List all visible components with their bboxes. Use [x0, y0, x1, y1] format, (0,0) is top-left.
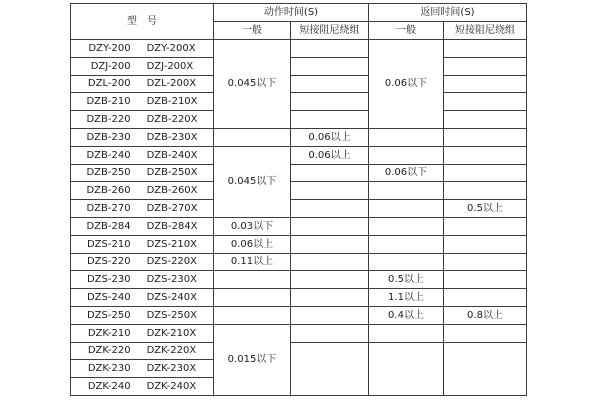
empty-cell	[291, 289, 369, 307]
empty-cell	[214, 128, 291, 146]
empty-cell	[444, 182, 527, 200]
empty-cell	[444, 217, 527, 235]
empty-cell	[214, 289, 291, 307]
empty-cell	[369, 146, 444, 164]
empty-cell	[369, 342, 444, 395]
empty-cell	[444, 253, 527, 271]
empty-cell	[444, 75, 527, 93]
value-cell: 0.03以下	[214, 217, 291, 235]
header-action-general: 一般	[214, 22, 291, 40]
table-row	[71, 111, 527, 129]
empty-cell	[291, 57, 369, 75]
model-name: DZK-240	[87, 381, 131, 393]
model-name-x: DZY-200X	[146, 42, 196, 54]
model-cell	[71, 342, 214, 360]
model-name-x: DZS-230X	[146, 274, 198, 286]
value-cell: 0.06以上	[291, 128, 369, 146]
table-row	[71, 128, 527, 146]
value-cell: 0.5以上	[369, 271, 444, 289]
model-cell	[71, 93, 214, 111]
model-name: DZS-220	[86, 256, 131, 268]
value-cell: 1.1以上	[369, 289, 444, 307]
empty-cell	[214, 271, 291, 289]
table-row	[71, 200, 527, 218]
empty-cell	[369, 128, 444, 146]
model-cell	[71, 200, 214, 218]
model-cell	[71, 253, 214, 271]
header-return-damped: 短接阻尼绕组	[444, 22, 527, 40]
model-name: DZB-284	[86, 220, 131, 232]
empty-cell	[214, 306, 291, 324]
header-model: 型 号	[71, 4, 214, 40]
empty-cell	[291, 182, 369, 200]
model-name: DZK-210	[87, 327, 131, 339]
empty-cell	[444, 342, 527, 395]
model-name: DZS-250	[86, 309, 131, 321]
model-cell	[71, 111, 214, 129]
model-name: DZK-220	[87, 345, 131, 357]
model-name-x: DZS-250X	[146, 309, 198, 321]
model-cell	[71, 217, 214, 235]
model-name-x: DZB-260X	[146, 185, 198, 197]
empty-cell	[291, 40, 369, 58]
header-action-time: 动作时间(S)	[214, 4, 369, 22]
value-cell: 0.045以下	[214, 146, 291, 217]
empty-cell	[291, 253, 369, 271]
empty-cell	[444, 128, 527, 146]
model-cell	[71, 360, 214, 378]
model-name-x: DZS-220X	[146, 256, 198, 268]
empty-cell	[444, 271, 527, 289]
empty-cell	[444, 146, 527, 164]
empty-cell	[444, 40, 527, 58]
header-return-general: 一般	[369, 22, 444, 40]
value-cell: 0.015以下	[214, 324, 291, 395]
model-cell	[71, 146, 214, 164]
model-name: DZB-230	[86, 131, 131, 143]
empty-cell	[444, 164, 527, 182]
table-row	[71, 57, 527, 75]
model-cell	[71, 289, 214, 307]
value-cell: 0.5以上	[444, 200, 527, 218]
model-name: DZS-230	[86, 274, 131, 286]
model-name-x: DZB-210X	[146, 96, 198, 108]
model-name-x: DZB-230X	[146, 131, 198, 143]
table-row	[71, 40, 527, 58]
table-row	[71, 324, 527, 342]
model-name: DZB-220	[86, 114, 131, 126]
empty-cell	[291, 93, 369, 111]
empty-cell	[291, 306, 369, 324]
model-name: DZB-210	[86, 96, 131, 108]
model-name: DZB-250	[86, 167, 131, 179]
model-name: DZL-200	[87, 78, 131, 90]
model-name: DZJ-200	[90, 60, 131, 72]
empty-cell	[369, 200, 444, 218]
model-cell	[71, 75, 214, 93]
empty-cell	[291, 217, 369, 235]
model-name-x: DZB-250X	[146, 167, 198, 179]
model-name: DZK-230	[87, 363, 131, 375]
empty-cell	[369, 182, 444, 200]
table-row	[71, 75, 527, 93]
value-cell: 0.045以下	[214, 40, 291, 129]
model-cell	[71, 40, 214, 58]
model-name-x: DZB-284X	[146, 220, 198, 232]
spec-table-container	[70, 3, 527, 396]
value-cell: 0.06以下	[369, 164, 444, 182]
empty-cell	[291, 75, 369, 93]
table-row	[71, 289, 527, 307]
value-cell: 0.8以上	[444, 306, 527, 324]
model-name-x: DZK-240X	[146, 381, 197, 393]
table-row	[71, 342, 527, 360]
model-cell	[71, 128, 214, 146]
empty-cell	[444, 324, 527, 342]
model-name: DZB-270	[86, 203, 131, 215]
empty-cell	[291, 271, 369, 289]
model-name: DZB-260	[86, 185, 131, 197]
table-row	[71, 235, 527, 253]
model-name: DZS-240	[86, 292, 131, 304]
model-cell	[71, 378, 214, 396]
model-cell	[71, 182, 214, 200]
value-cell: 0.06以上	[214, 235, 291, 253]
relay-spec-table	[70, 3, 527, 396]
value-cell: 0.06以上	[291, 146, 369, 164]
table-row	[71, 271, 527, 289]
value-cell: 0.11以上	[214, 253, 291, 271]
value-cell: 0.4以上	[369, 306, 444, 324]
empty-cell	[291, 342, 369, 395]
model-cell	[71, 324, 214, 342]
table-row	[71, 93, 527, 111]
model-cell	[71, 57, 214, 75]
header-row-groups	[71, 4, 527, 22]
empty-cell	[444, 289, 527, 307]
empty-cell	[369, 217, 444, 235]
empty-cell	[444, 111, 527, 129]
empty-cell	[369, 235, 444, 253]
model-name-x: DZJ-200X	[146, 60, 194, 72]
model-name-x: DZK-220X	[146, 345, 197, 357]
model-name-x: DZL-200X	[146, 78, 197, 90]
model-name-x: DZK-210X	[146, 327, 197, 339]
model-name-x: DZB-270X	[146, 203, 198, 215]
table-row	[71, 217, 527, 235]
model-name: DZB-240	[86, 149, 131, 161]
empty-cell	[291, 200, 369, 218]
model-name-x: DZB-240X	[146, 149, 198, 161]
table-row	[71, 164, 527, 182]
model-cell	[71, 271, 214, 289]
model-name: DZY-200	[88, 42, 131, 54]
table-row	[71, 182, 527, 200]
empty-cell	[291, 324, 369, 342]
header-action-damped: 短接阻尼绕组	[291, 22, 369, 40]
empty-cell	[444, 235, 527, 253]
model-name: DZS-210	[86, 238, 131, 250]
model-cell	[71, 306, 214, 324]
model-cell	[71, 235, 214, 253]
model-name-x: DZK-230X	[146, 363, 197, 375]
empty-cell	[369, 324, 444, 342]
empty-cell	[291, 235, 369, 253]
model-name-x: DZS-210X	[146, 238, 198, 250]
table-row	[71, 253, 527, 271]
model-name-x: DZB-220X	[146, 114, 198, 126]
empty-cell	[291, 164, 369, 182]
table-row	[71, 306, 527, 324]
empty-cell	[444, 57, 527, 75]
model-name-x: DZS-240X	[146, 292, 198, 304]
empty-cell	[444, 93, 527, 111]
model-cell	[71, 164, 214, 182]
value-cell: 0.06以下	[369, 40, 444, 129]
table-row	[71, 146, 527, 164]
empty-cell	[291, 111, 369, 129]
header-return-time: 返回时间(S)	[369, 4, 527, 22]
empty-cell	[369, 253, 444, 271]
